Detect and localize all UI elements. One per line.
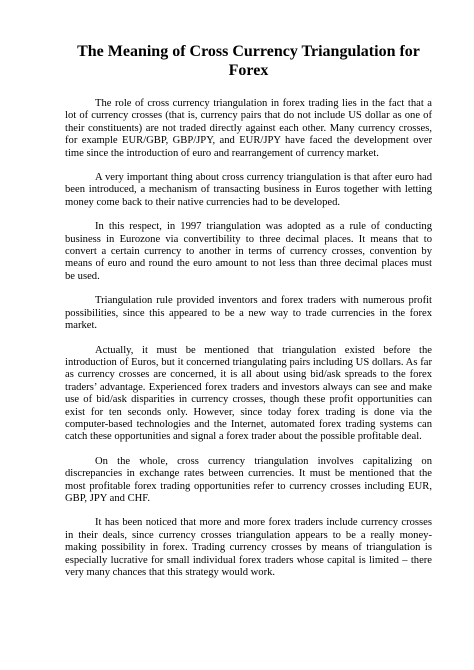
- paragraph-3: In this respect, in 1997 triangulation was adopted as a rule of conducting business in Eurozone via convertibility to three decimal places. It means that to convert a certain currency to another in terms of currency crosses, convention by means of euro and round the euro amount to not less than three decimal places must be used.: [65, 221, 432, 282]
- paragraph-2: A very important thing about cross currency triangulation is that after euro had been introduced, a mechanism of transacting business in Euros together with letting money come back to their native currencies had to be developed.: [65, 172, 432, 208]
- paragraph-6: On the whole, cross currency triangulation involves capitalizing on discrepancies in exchange rates between currencies. It must be mentioned that the most profitable forex trading opportunities refer to currency crosses including EUR, GBP, JPY and CHF.: [65, 455, 432, 504]
- paragraph-7: It has been noticed that more and more forex traders include currency crosses in their deals, since currency crosses triangulation appears to be a really money-making possibility in forex. Trading currency crosses by means of triangulation is especially lucrative for small individual forex traders whose capital is limited – there very many chances that this strategy would work.: [65, 517, 432, 578]
- paragraph-4: Triangulation rule provided inventors and forex traders with numerous profit possibilities, since this appeared to be a new way to trade currencies in the forex market.: [65, 295, 432, 332]
- document-title: The Meaning of Cross Currency Triangulation for Forex: [77, 43, 420, 79]
- paragraph-1: The role of cross currency triangulation in forex trading lies in the fact that a lot of currency crosses (that is, currency pairs that do not include US dollar as one of their constituents) are not traded directly against each other. Many currency crosses, for example EUR/GBP, GBP/JPY, and EUR/JPY have faced the development over time since the introduction of euro and rearrangement of currency market.: [65, 98, 432, 159]
- paragraph-5: Actually, it must be mentioned that triangulation existed before the introduction of Euros, but it concerned triangulating pairs including US dollars. As far as currency crosses are concerned, it is all about using bid/ask spreads to the forex traders’ advantage. Experienced forex traders and investors always can see and make use of bid/ask disparities in currency crosses, though these profit opportunities can exist for ten seconds only. However, since today forex trading is done via the computer-based technologies and the Internet, automated forex trading systems can catch these opportunities and signal a forex trader about the possible profitable deal.: [65, 344, 432, 443]
